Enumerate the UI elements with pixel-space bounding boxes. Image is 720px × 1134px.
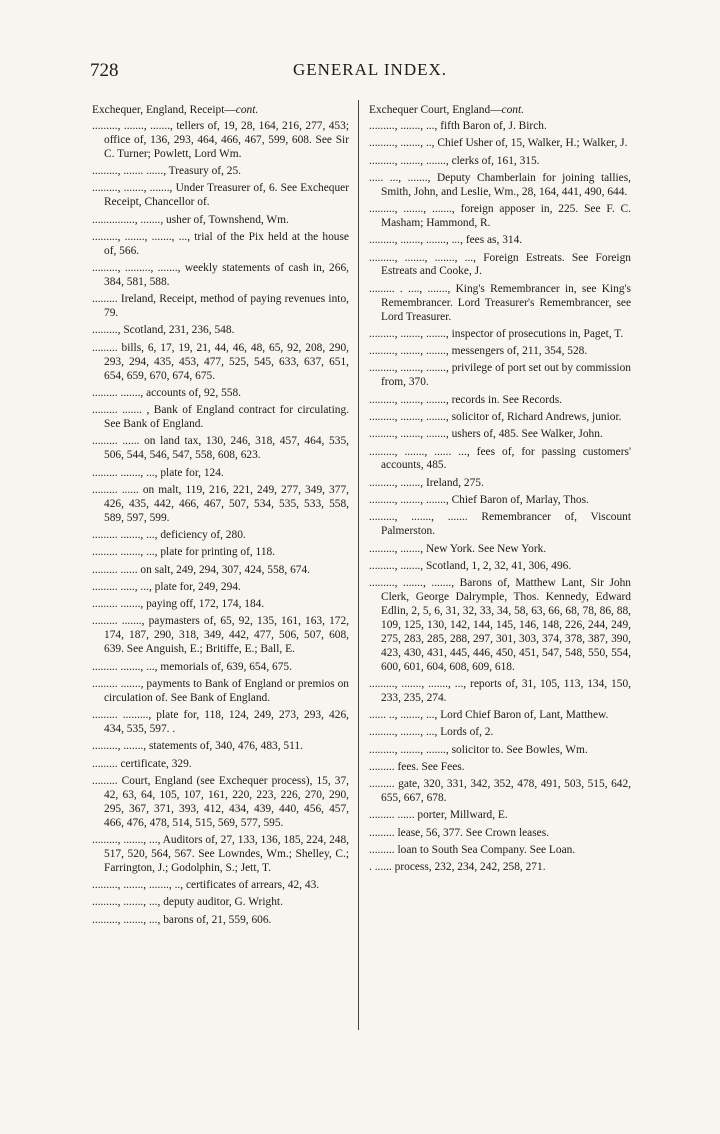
index-entry: ........., ......., ......., records in. See Records. xyxy=(369,393,562,406)
left-heading-text: Exchequer, England, Receipt— xyxy=(92,104,236,116)
index-entry: ........., ......., ......., solicitor to. See Bowles, Wm. xyxy=(369,743,588,756)
index-entry: ......... ......., accounts of, 92, 558. xyxy=(92,386,242,399)
index-entry: ........., ......., ......., .., certificates of arrears, 42, 43. xyxy=(92,878,320,891)
index-entry: ......... ....., ..., plate for, 249, 294. xyxy=(92,580,241,593)
index-entry: ......... bills, 6, 17, 19, 21, 44, 46, 48, 65, 92, 208, 290, 293, 294, 435, 453, 477, 525, 545, 633, 637, 651, 654, 659, 670, 674, 675. xyxy=(92,341,349,382)
index-entry: ........., ......., ......., ..., trial of the Pix held at the house of, 566. xyxy=(92,230,349,257)
index-entry: . ...... process, 232, 234, 242, 258, 271. xyxy=(369,861,546,874)
index-entry: ......... ........., plate for, 118, 124, 249, 273, 293, 426, 434, 535, 597. . xyxy=(92,709,349,735)
index-entry: ........., ......., ......., messengers of, 211, 354, 528. xyxy=(369,345,588,358)
left-column-heading xyxy=(92,104,349,118)
index-entry: ........., ......., ......., clerks of, 161, 315. xyxy=(369,154,540,167)
index-entry: ........., ......., ......., ..., Foreign Estreats. See Foreign Estreats and Cooke, J. xyxy=(369,251,631,278)
page-header xyxy=(90,60,650,90)
running-title: GENERAL INDEX. xyxy=(292,60,448,79)
index-entry: ......... ...... porter, Millward, E. xyxy=(369,809,508,822)
index-entry: ........., ......., ......., ushers of, 485. See Walker, John. xyxy=(369,428,603,441)
index-entry: ........., ......., ......., Barons of, Matthew Lant, Sir John Clerk, George Dalrymple, Thos. Kennedy, Edward Edlin, 2, 5, 6, 31, 32, 33, 34, 58, 63, 66, 68, 78, 86, 88, 109, 125, 130, 142, 144, 145, 146, 148, 226, 244, 249, 275, 283, 285, 288, 297, 301, 303, 374, 378, 387, 390, 423, 430, 431, 445, 446, 450, 451, 547, 548, 550, 554, 600, 601, 604, 608, 609, 618. xyxy=(369,577,631,673)
page-number: 728 xyxy=(90,60,119,81)
right-column-heading xyxy=(369,104,631,118)
column-divider xyxy=(358,100,359,1030)
index-entry: ........., ......., ......., solicitor of, Richard Andrews, junior. xyxy=(369,410,622,423)
index-entry: ........., ......., New York. See New York. xyxy=(369,542,547,555)
index-entry: ......... lease, 56, 377. See Crown leases. xyxy=(369,826,549,839)
index-entry: ........., ......., ..., Lords of, 2. xyxy=(369,726,494,739)
index-entry: ......... ......., paying off, 172, 174, 184. xyxy=(92,598,265,611)
index-entry: ......... ...... on salt, 249, 294, 307, 424, 558, 674. xyxy=(92,563,311,576)
right-heading-text: Exchequer Court, England— xyxy=(369,104,502,116)
index-entry: ......... ......., ..., memorials of, 639, 654, 675. xyxy=(92,660,292,673)
index-entry: ......... ......., ..., deficiency of, 280. xyxy=(92,528,246,541)
index-entry: ......... certificate, 329. xyxy=(92,757,192,770)
index-entry: ......... ...... on land tax, 130, 246, 318, 457, 464, 535, 506, 544, 546, 547, 558, 608, 623. xyxy=(92,435,349,462)
index-entry: ......... loan to South Sea Company. See Loan. xyxy=(369,844,576,857)
index-entry: ........., ......., Ireland, 275. xyxy=(369,476,484,489)
index-entry: ........., ......., ......., tellers of, 19, 28, 164, 216, 277, 453; office of, 136, 293, 464, 466, 467, 599, 608. See Sir C. Turner; Powlett, Lord Wm. xyxy=(92,119,349,160)
index-entry: ..... ..., ......., Deputy Chamberlain for joining tallies, Smith, John, and Leslie, Wm., 28, 164, 441, 490, 644. xyxy=(369,171,631,198)
index-entry: ........., ......., ....... Remembrancer of, Viscount Palmerston. xyxy=(369,511,631,538)
index-entry: ........., ......., ...... ..., fees of, for passing customers' accounts, 485. xyxy=(369,445,631,472)
index-entry: ........., ......., ......., ..., reports of, 31, 105, 113, 134, 150, 233, 235, 274. xyxy=(369,677,631,704)
index-entry: ........., ......., ......., privilege of port set out by commission from, 370. xyxy=(369,362,631,389)
index-entry: ........., ......., ......., inspector of prosecutions in, Paget, T. xyxy=(369,327,624,340)
index-entry: ..............., ......., usher of, Townshend, Wm. xyxy=(92,213,289,226)
index-entry: ........., ......., ..., Auditors of, 27, 133, 136, 185, 224, 248, 517, 520, 564, 567. See Lowndes, Wm.; Shelley, C.; Farrington, J.; Godolphin, S.; Jett, T. xyxy=(92,833,349,874)
index-entry: ........., ......., ..., deputy auditor, G. Wright. xyxy=(92,896,283,909)
index-entry: ......... fees. See Fees. xyxy=(369,760,465,773)
index-entry: ........., ......., ......., ..., fees as, 314. xyxy=(369,234,523,247)
index-entry: ........., ....... ......, Treasury of, 25. xyxy=(92,165,242,178)
index-entry: ......... ....... , Bank of England contract for circulating. See Bank of England. xyxy=(92,404,349,431)
left-heading-cont: cont. xyxy=(235,104,259,116)
index-entry: ......... ......., ..., plate for printing of, 118. xyxy=(92,546,276,559)
left-column xyxy=(92,104,349,931)
index-entry: ......... Court, England (see Exchequer process), 15, 37, 42, 63, 64, 105, 107, 161, 220, 223, 226, 270, 290, 295, 367, 371, 393, 412, 434, 439, 440, 456, 457, 466, 476, 478, 514, 515, 569, 577, 595. xyxy=(92,774,349,829)
index-entry: ........., ......., ......., Chief Baron of, Marlay, Thos. xyxy=(369,494,589,506)
index-entry: ......... ......., paymasters of, 65, 92, 135, 161, 163, 172, 174, 187, 290, 318, 349, 442, 477, 506, 507, 608, 639. See Anguish, E.; Britiffe, E.; Ball, E. xyxy=(92,615,349,656)
index-entry: ......... gate, 320, 331, 342, 352, 478, 491, 503, 515, 642, 655, 667, 678. xyxy=(369,778,631,805)
index-entry: ........., ......., .., Chief Usher of, 15, Walker, H.; Walker, J. xyxy=(369,137,628,150)
index-entry: ......... ......., ..., plate for, 124. xyxy=(92,466,224,479)
index-entry: ........., ......., ......., Under Treasurer of, 6. See Exchequer Receipt, Chancellor of. xyxy=(92,182,349,209)
index-entry: ........., ......., statements of, 340, 476, 483, 511. xyxy=(92,740,303,753)
right-column xyxy=(369,104,631,879)
index-entry: ......... ...... on malt, 119, 216, 221, 249, 277, 349, 377, 426, 435, 442, 466, 467, 507, 534, 535, 533, 558, 589, 597, 599. xyxy=(92,483,349,524)
index-entry: ........., ......., Scotland, 1, 2, 32, 41, 306, 496. xyxy=(369,559,572,572)
index-entry: ........., Scotland, 231, 236, 548. xyxy=(92,324,235,337)
right-heading-cont: cont. xyxy=(501,104,525,116)
index-entry: ......... . ...., ......., King's Remembrancer in, see King's Remembrancer. Lord Treasurer's Remembrancer, see Lord Treasurer. xyxy=(369,282,631,323)
index-entry: ........., ......., ..., barons of, 21, 559, 606. xyxy=(92,913,272,926)
index-entry: ........., ........., ......., weekly statements of cash in, 266, 384, 581, 588. xyxy=(92,262,349,288)
right-entry-list xyxy=(369,120,631,875)
index-entry: ......... Ireland, Receipt, method of paying revenues into, 79. xyxy=(92,293,349,320)
index-entry: ...... .., ......., ..., Lord Chief Baron of, Lant, Matthew. xyxy=(369,709,609,722)
index-entry: ......... ......., payments to Bank of England or premios on circulation of. See Bank of England. xyxy=(92,677,349,704)
left-entry-list xyxy=(92,120,349,928)
index-entry: ........., ......., ..., fifth Baron of, J. Birch. xyxy=(369,119,547,132)
index-entry: ........., ......., ......., foreign apposer in, 225. See F. C. Masham; Hammond, R. xyxy=(369,203,631,229)
